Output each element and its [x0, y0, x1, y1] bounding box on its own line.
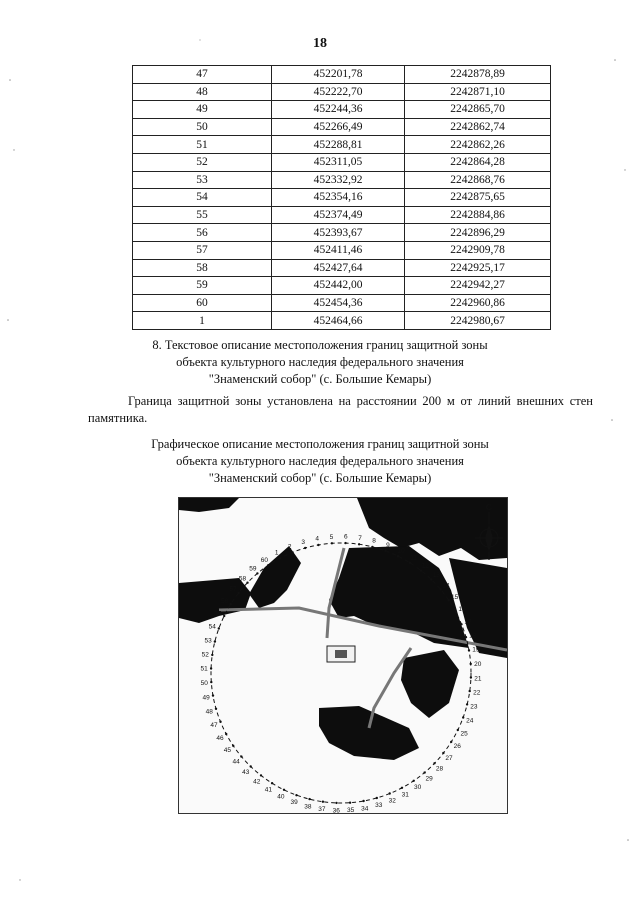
- boundary-point: [335, 802, 337, 804]
- graphic-heading-line-2: объекта культурного наследия федерального значения: [176, 454, 464, 468]
- boundary-point: [331, 542, 333, 544]
- x-coordinate-cell: 452201,78: [272, 66, 405, 84]
- boundary-point-label: 57: [229, 586, 237, 594]
- boundary-point: [267, 564, 269, 566]
- boundary-point: [358, 543, 360, 545]
- boundary-point: [246, 582, 248, 584]
- zone-description: Граница защитной зоны установлена на расстоянии 200 м от линий внешних стен памятника.: [88, 394, 593, 425]
- zone-map-image: [179, 498, 507, 813]
- boundary-point-label: 2: [287, 543, 292, 551]
- y-coordinate-cell: 2242942,27: [405, 277, 551, 295]
- boundary-point-label: 15: [450, 593, 459, 601]
- boundary-point-label: 53: [204, 637, 212, 645]
- boundary-point: [212, 694, 214, 696]
- x-coordinate-cell: 452266,49: [272, 118, 405, 136]
- y-coordinate-cell: 2242909,78: [405, 241, 551, 259]
- boundary-point: [450, 741, 452, 743]
- dark-area-center: [329, 546, 469, 648]
- boundary-point-label: 42: [253, 778, 261, 786]
- boundary-point-label: 12: [421, 562, 429, 570]
- boundary-point-label: 43: [242, 769, 250, 776]
- boundary-point: [279, 557, 281, 559]
- x-coordinate-cell: 452374,49: [272, 206, 405, 224]
- point-number-cell: 52: [133, 153, 272, 171]
- x-coordinate-cell: 452311,05: [272, 153, 405, 171]
- point-number-cell: 58: [133, 259, 272, 277]
- boundary-point-label: 23: [470, 703, 478, 711]
- boundary-point: [423, 771, 425, 773]
- y-coordinate-cell: 2242868,76: [405, 171, 551, 189]
- table-row: [133, 101, 551, 119]
- boundary-point-label: 56: [221, 597, 229, 605]
- boundary-point-label: 37: [318, 806, 326, 813]
- boundary-point-label: 4: [315, 535, 320, 543]
- boundary-point: [211, 654, 213, 656]
- boundary-point-label: 44: [232, 758, 240, 766]
- boundary-point: [455, 611, 457, 613]
- boundary-point: [291, 551, 293, 553]
- point-number-cell: 47: [133, 66, 272, 84]
- table-row: [133, 118, 551, 136]
- point-number-cell: 55: [133, 206, 272, 224]
- table-row: [133, 277, 551, 295]
- boundary-point: [256, 572, 258, 574]
- boundary-point-label: 50: [200, 680, 208, 688]
- boundary-point: [232, 745, 234, 747]
- boundary-point: [304, 547, 306, 549]
- boundary-point-label: 59: [249, 565, 257, 573]
- boundary-point-label: 60: [260, 556, 269, 564]
- boundary-point: [460, 623, 462, 625]
- boundary-point-label: 36: [332, 807, 340, 813]
- graphic-description-heading: [0, 436, 640, 487]
- boundary-point-label: 19: [472, 646, 480, 654]
- boundary-point-label: 40: [277, 793, 285, 801]
- x-coordinate-cell: 452427,64: [272, 259, 405, 277]
- table-row: [133, 241, 551, 259]
- boundary-point: [214, 640, 216, 642]
- boundary-point: [465, 636, 467, 638]
- point-number-cell: 54: [133, 189, 272, 207]
- boundary-point-label: 20: [474, 660, 482, 668]
- y-coordinate-cell: 2242875,65: [405, 189, 551, 207]
- point-number-cell: 1: [133, 312, 272, 330]
- boundary-point-label: 7: [358, 534, 362, 542]
- dark-area-top-left: [179, 498, 239, 512]
- x-coordinate-cell: 452332,92: [272, 171, 405, 189]
- table-row: [133, 259, 551, 277]
- y-coordinate-cell: 2242960,86: [405, 294, 551, 312]
- boundary-point-label: 21: [474, 675, 482, 683]
- x-coordinate-cell: 452411,46: [272, 241, 405, 259]
- boundary-point: [215, 708, 217, 710]
- boundary-point-label: 47: [210, 721, 218, 729]
- boundary-point: [409, 562, 411, 564]
- y-coordinate-cell: 2242862,74: [405, 118, 551, 136]
- graphic-heading-line-1: Графическое описание местоположения границ защитной зоны: [151, 437, 489, 451]
- zone-map: [178, 497, 508, 814]
- y-coordinate-cell: 2242862,26: [405, 136, 551, 154]
- boundary-point: [470, 663, 472, 665]
- boundary-point-label: 32: [388, 797, 396, 805]
- boundary-point-label: 31: [401, 791, 409, 799]
- boundary-point-label: 10: [397, 547, 405, 555]
- boundary-point: [384, 550, 386, 552]
- boundary-point: [362, 800, 364, 802]
- boundary-point: [283, 789, 285, 791]
- page-number: 18: [313, 36, 327, 51]
- x-coordinate-cell: 452442,00: [272, 277, 405, 295]
- boundary-point: [442, 752, 444, 754]
- table-row: [133, 66, 551, 84]
- boundary-point-label: 9: [386, 541, 390, 549]
- boundary-point: [433, 762, 435, 764]
- x-coordinate-cell: 452454,36: [272, 294, 405, 312]
- graphic-heading-line-3: "Знаменский собор" (с. Большие Кемары): [208, 471, 432, 485]
- boundary-point: [230, 603, 232, 605]
- boundary-point: [349, 802, 351, 804]
- boundary-point: [260, 774, 262, 776]
- boundary-point: [295, 794, 297, 796]
- boundary-point: [237, 592, 239, 594]
- y-coordinate-cell: 2242896,29: [405, 224, 551, 242]
- boundary-point: [466, 703, 468, 705]
- boundary-point: [218, 627, 220, 629]
- boundary-point-label: 45: [223, 747, 232, 755]
- boundary-point-label: 51: [200, 665, 208, 673]
- boundary-point: [240, 755, 242, 757]
- boundary-point: [308, 798, 310, 800]
- section-8-heading-line-2: объекта культурного наследия федерального значения: [176, 355, 464, 369]
- x-coordinate-cell: 452288,81: [272, 136, 405, 154]
- section-8-heading-line-3: "Знаменский собор" (с. Большие Кемары): [208, 372, 432, 386]
- boundary-point: [219, 721, 221, 723]
- boundary-point-label: 39: [290, 799, 298, 807]
- boundary-point-label: 30: [413, 784, 422, 792]
- table-row: [133, 83, 551, 101]
- boundary-point: [448, 599, 450, 601]
- boundary-point-label: 13: [432, 572, 440, 579]
- boundary-point-label: 33: [375, 802, 383, 810]
- x-coordinate-cell: 452244,36: [272, 101, 405, 119]
- boundary-point-label: 48: [205, 708, 213, 716]
- boundary-point-label: 46: [216, 734, 224, 742]
- y-coordinate-cell: 2242864,28: [405, 153, 551, 171]
- table-row: [133, 171, 551, 189]
- boundary-point-label: 58: [238, 575, 247, 583]
- boundary-point: [468, 649, 470, 651]
- boundary-point-label: 14: [442, 582, 450, 590]
- point-number-cell: 50: [133, 118, 272, 136]
- boundary-point: [457, 729, 459, 731]
- y-coordinate-cell: 2242980,67: [405, 312, 551, 330]
- y-coordinate-cell: 2242871,10: [405, 83, 551, 101]
- coordinates-table: [132, 65, 551, 330]
- boundary-point: [317, 544, 319, 546]
- boundary-point-label: 24: [466, 717, 474, 725]
- point-number-cell: 59: [133, 277, 272, 295]
- point-number-cell: 53: [133, 171, 272, 189]
- x-coordinate-cell: 452354,16: [272, 189, 405, 207]
- point-number-cell: 56: [133, 224, 272, 242]
- boundary-point-label: 55: [214, 610, 222, 618]
- boundary-point-label: 11: [410, 554, 417, 562]
- boundary-point-label: 16: [458, 606, 466, 614]
- boundary-point: [210, 667, 212, 669]
- boundary-point: [469, 690, 471, 692]
- boundary-point-label: 25: [460, 730, 468, 738]
- boundary-point: [397, 555, 399, 557]
- boundary-point-label: 1: [274, 549, 279, 557]
- boundary-point-label: 17: [464, 619, 472, 627]
- x-coordinate-cell: 452393,67: [272, 224, 405, 242]
- boundary-point: [271, 782, 273, 784]
- dark-area-bottom: [319, 706, 419, 760]
- compass-label: С: [486, 503, 492, 512]
- boundary-point: [413, 780, 415, 782]
- boundary-point: [250, 765, 252, 767]
- point-number-cell: 49: [133, 101, 272, 119]
- boundary-point-label: 26: [453, 743, 461, 751]
- boundary-point-label: 28: [435, 765, 444, 773]
- boundary-point: [344, 542, 346, 544]
- boundary-point: [322, 801, 324, 803]
- point-number-cell: 60: [133, 294, 272, 312]
- table-row: [133, 294, 551, 312]
- boundary-point-label: 35: [346, 807, 355, 813]
- section-8-heading: [0, 337, 640, 388]
- boundary-point-label: 22: [473, 689, 481, 697]
- table-row: [133, 224, 551, 242]
- boundary-point: [470, 676, 472, 678]
- dark-area-lower-right: [401, 650, 459, 718]
- table-row: [133, 206, 551, 224]
- boundary-point: [376, 797, 378, 799]
- boundary-point-label: 6: [343, 533, 348, 541]
- boundary-point-label: 27: [445, 754, 453, 762]
- section-8-heading-line-1: 8. Текстовое описание местоположения границ защитной зоны: [152, 338, 488, 352]
- boundary-point-label: 34: [361, 805, 369, 813]
- boundary-point-label: 29: [425, 775, 433, 783]
- boundary-point: [462, 716, 464, 718]
- table-row: [133, 136, 551, 154]
- boundary-point: [420, 569, 422, 571]
- x-coordinate-cell: 452464,66: [272, 312, 405, 330]
- boundary-point: [371, 546, 373, 548]
- boundary-point-label: 52: [201, 651, 209, 659]
- boundary-point: [225, 733, 227, 735]
- y-coordinate-cell: 2242884,86: [405, 206, 551, 224]
- boundary-point-label: 5: [329, 533, 334, 541]
- x-coordinate-cell: 452222,70: [272, 83, 405, 101]
- point-number-cell: 57: [133, 241, 272, 259]
- point-number-cell: 51: [133, 136, 272, 154]
- boundary-point: [389, 792, 391, 794]
- table-row: [133, 153, 551, 171]
- table-row: [133, 312, 551, 330]
- boundary-point: [401, 787, 403, 789]
- boundary-point-label: 41: [264, 786, 273, 794]
- y-coordinate-cell: 2242878,89: [405, 66, 551, 84]
- monument-marker: [327, 646, 355, 662]
- boundary-point: [223, 615, 225, 617]
- boundary-point-label: 8: [372, 537, 376, 545]
- y-coordinate-cell: 2242925,17: [405, 259, 551, 277]
- y-coordinate-cell: 2242865,70: [405, 101, 551, 119]
- boundary-point-label: 49: [202, 694, 210, 702]
- table-row: [133, 189, 551, 207]
- boundary-point: [210, 681, 212, 683]
- boundary-point-label: 38: [304, 803, 312, 811]
- boundary-point-label: 54: [208, 623, 216, 631]
- point-number-cell: 48: [133, 83, 272, 101]
- boundary-point-label: 18: [469, 632, 477, 640]
- boundary-point-label: 3: [301, 538, 306, 546]
